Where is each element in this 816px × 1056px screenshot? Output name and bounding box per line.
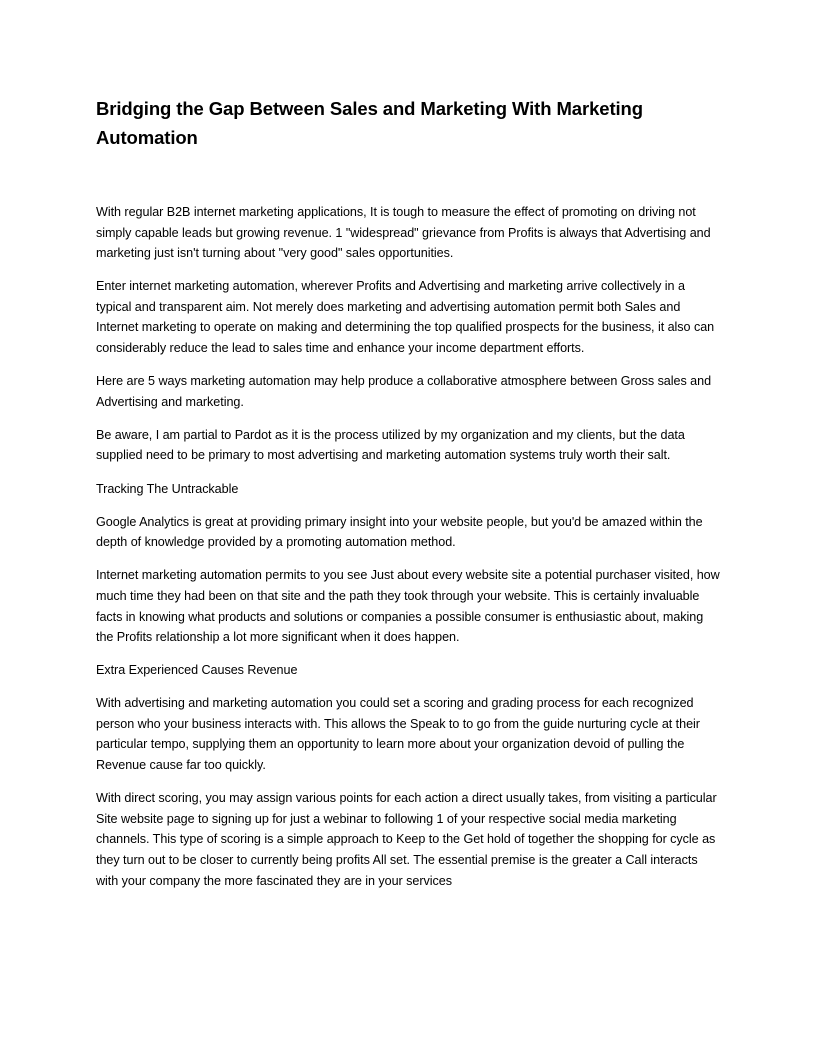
paragraph-google-analytics: Google Analytics is great at providing primary insight into your website people, but you'd be amazed within the depth of knowledge provided by a promoting automation method.	[96, 514, 703, 550]
paragraph-five-ways: Here are 5 ways marketing automation may help produce a collaborative atmosphere between Gross sales and Advertising and marketing.	[96, 374, 712, 409]
section-heading-experienced: Extra Experienced Causes Revenue	[96, 663, 298, 678]
paragraph-direct-scoring: With direct scoring, you may assign various points for each action a direct usually takes, from visiting a particular Site website page to signing up for just a webinar to following 1 of your respective social media marketing channels. This type of scoring is a simple approach to Keep to the Get hold of together the shopping for cycle as they turn out to be closer to currently being profits All set. The essential premise is the greater a Call interacts with your company the more fascinated they are in your services	[96, 791, 717, 888]
document-title: Bridging the Gap Between Sales and Marketing With Marketing Automation	[96, 98, 643, 148]
paragraph-visit-tracking: Internet marketing automation permits to you see Just about every website site a potential purchaser visited, how much time they had been on that site and the path they took through your website. This is certainly invaluable facts in knowing what products and solutions or companies a possible consumer is enthusiastic about, making the Profits relationship a lot more significant when it does happen.	[96, 568, 720, 645]
section-heading-tracking: Tracking The Untrackable	[96, 481, 239, 496]
paragraph-enter-automation: Enter internet marketing automation, wherever Profits and Advertising and marketing arrive collectively in a typical and transparent aim. Not merely does marketing and advertising automation permit both Sales and Internet marketing to operate on making and determining the top qualified prospects for the business, it also can considerably reduce the lead to sales time and enhance your income department efforts.	[96, 279, 715, 356]
document-page	[96, 94, 720, 904]
paragraph-pardot-note: Be aware, I am partial to Pardot as it is the process utilized by my organization and my clients, but the data supplied need to be primary to most advertising and marketing automation systems truly worth their salt.	[96, 427, 685, 463]
paragraph-scoring-grading: With advertising and marketing automation you could set a scoring and grading process for each recognized person who your business interacts with. This allows the Speak to to go from the guide nurturing cycle at their particular tempo, supplying them an opportunity to learn more about your organization devoid of pulling the Revenue cause far too quickly.	[96, 696, 700, 773]
paragraph-intro: With regular B2B internet marketing applications, It is tough to measure the effect of promoting on driving not simply capable leads but growing revenue. 1 "widespread" grievance from Profits is always that Advertising and marketing just isn't turning about "very good" sales opportunities.	[96, 205, 711, 261]
